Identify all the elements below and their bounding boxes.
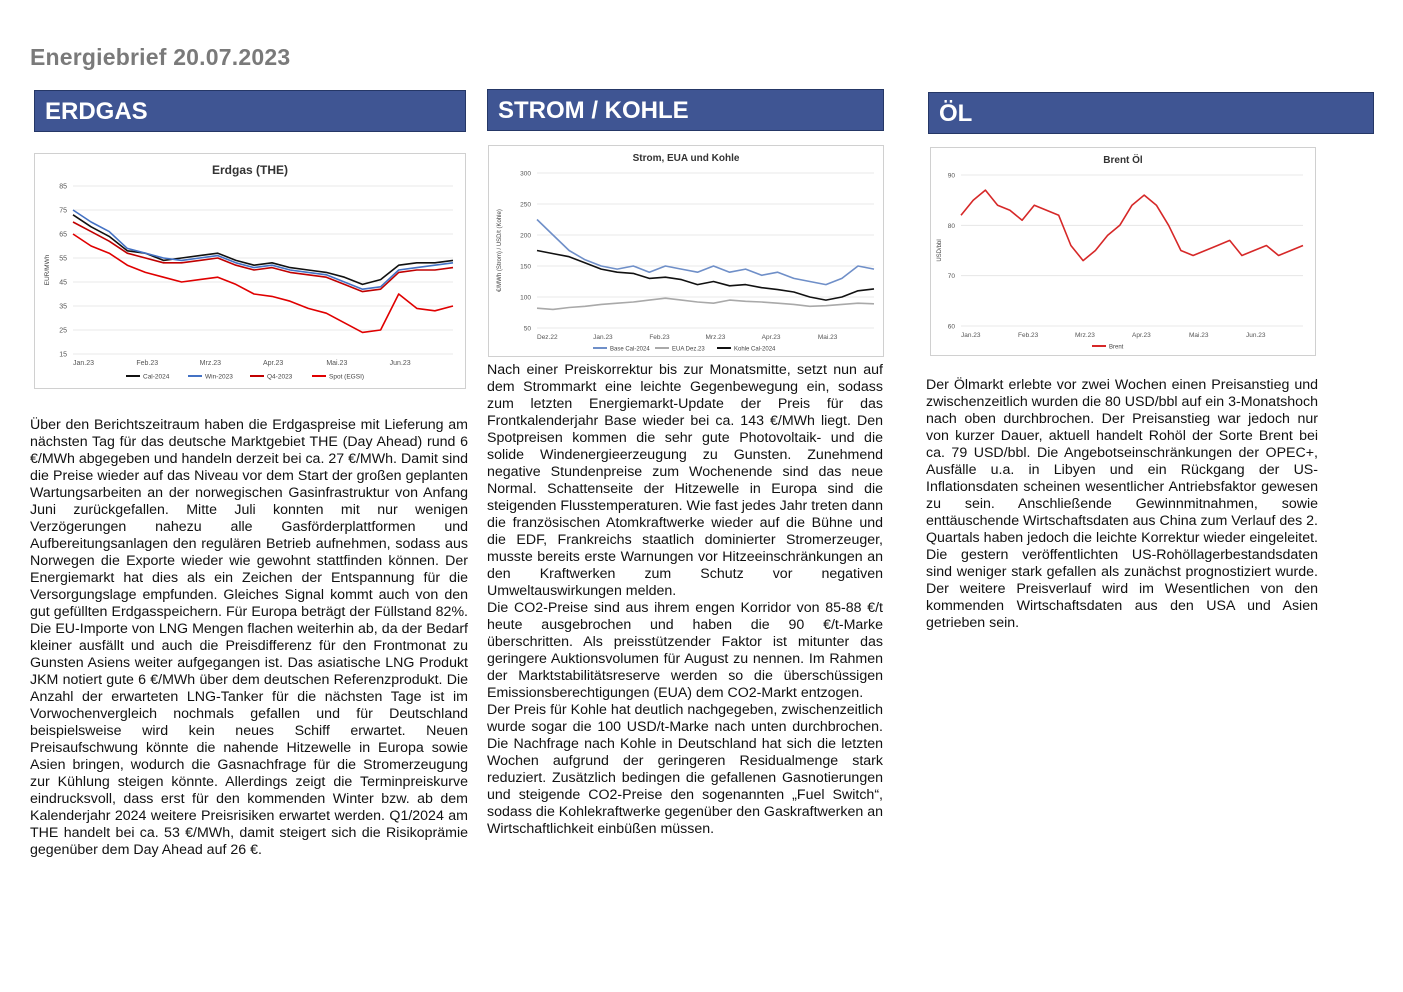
strom-paragraph-2: Die CO2-Preise sind aus ihrem engen Korridor von 85-88 €/t heute ausgebrochen und haben die 90 €/t-Marke überschritten. Als preisstützender Faktor ist mitunter das geringere Auktionsvolumen für August zu nennen. Im Rahmen der Marktstabilitätsreserve werden so die überschüssigen Emissionsberechtigungen (EUA) dem CO2-Markt entzogen.: [487, 600, 883, 701]
section-heading-strom: STROM / KOHLE: [487, 89, 884, 131]
y-tick-label: 35: [59, 303, 67, 311]
legend-label: Base Cal-2024: [610, 346, 650, 353]
x-tick-label: Apr.23: [1132, 332, 1151, 339]
x-tick-label: Mai.23: [1189, 332, 1209, 339]
y-tick-label: 250: [520, 201, 531, 209]
strom-chart-svg: [489, 146, 883, 356]
oel-text: [926, 377, 1318, 632]
chart-erdgas: [34, 153, 466, 389]
y-tick-label: 65: [59, 231, 67, 239]
x-tick-label: Mai.23: [326, 360, 348, 367]
erdgas-chart-svg: [35, 154, 465, 388]
y-tick-label: 200: [520, 232, 531, 240]
y-tick-label: 50: [523, 325, 531, 333]
y-tick-label: 15: [59, 351, 67, 359]
x-tick-label: Apr.23: [263, 360, 284, 367]
y-tick-label: 80: [947, 222, 955, 230]
legend-label: Win-2023: [205, 373, 233, 381]
section-heading-oel: ÖL: [928, 92, 1374, 134]
chart-title: Strom, EUA und Kohle: [632, 153, 740, 164]
erdgas-text: [30, 417, 468, 859]
y-tick-label: 150: [520, 263, 531, 271]
erdgas-paragraph-1: Über den Berichtszeitraum haben die Erdgaspreise mit Lieferung am nächsten Tag für das deutsche Marktgebiet THE (Day Ahead) rund 6 €/MWh abgegeben und handeln derzeit bei ca. 27 €/MWh. Damit sind die Preise wieder auf das Niveau vor dem Start der großen geplanten Wartungsarbeiten an der norwegischen Gasinfrastruktur von Anfang Juni zurückgefallen. Mitte Juli konnten mit nur wenigen Verzögerungen nahezu alle Gasförderplattformen und Aufbereitungsanlagen den regulären Betrieb aufnehmen, sodass aus Norwegen die Exporte wieder wie gewohnt stattfinden können. Der Energiemarkt hat dies als ein Zeichen der Entspannung für die Versorgungslage empfunden. Gleiches Signal kommt auch von den gut gefüllten Erdgasspeichern. Für Europa beträgt der Füllstand 82%. Die EU-Importe von LNG Mengen flachen weiterhin ab, da der Bedarf kleiner ausfällt und auch die Preisdifferenz für den Frontmonat zu Gunsten Asiens weiter aufgegangen ist. Das asiatische LNG Produkt JKM notiert gute 6 €/MWh über dem deutschen Referenzprodukt. Die Anzahl der erwarteten LNG-Tanker für die nächsten Tage ist im Vorwochenvergleich nochmals gefallen und für Deutschland beispielsweise wird kein neues Schiff erwartet. Neuen Preisaufschwung könnte die nahende Hitzewelle in Europa sowie Asien bringen, wodurch die Gasnachfrage für die Stromerzeugung zur Kühlung steigen könnte. Allerdings zeigt die Terminpreiskurve eindrucksvoll, dass erst für den kommenden Winter bzw. ab dem Kalenderjahr 2024 weitere Preisrisiken erwartet werden. Q1/2024 am THE handelt bei ca. 53 €/MWh, damit steigert sich die Risikoprämie gegenüber dem Day Ahead auf 26 €.: [30, 417, 468, 858]
y-tick-label: 90: [947, 172, 955, 180]
x-tick-label: Apr.23: [761, 334, 781, 341]
section-heading-erdgas: ERDGAS: [34, 90, 466, 132]
x-tick-label: Jun.23: [1246, 332, 1266, 339]
chart-oel: [930, 147, 1316, 356]
oel-paragraph-1: Der Ölmarkt erlebte vor zwei Wochen einen Preisanstieg und zwischenzeitlich wurden die 80 USD/bbl auf ein 3-Monatshoch nach oben durchbrochen. Der Preisanstieg war jedoch nur von kurzer Dauer, aktuell handelt Rohöl der Sorte Brent bei ca. 79 USD/bbl. Die Angebotseinschränkungen der OPEC+, Ausfälle u.a. in Libyen und ein Rückgang der US-Inflationsdaten scheinen wesentlicher Antriebsfaktor gewesen zu sein. Anschließende Gewinnmitnahmen, sowie enttäuschende Wirtschaftsdaten aus China zum Verlauf des 2. Quartals haben jedoch die leichte Korrektur wieder eingeleitet. Die gestern veröffentlichten US-Rohöllagerbestandsdaten sind weniger stark gefallen als zunächst prognostiziert wurde. Der weitere Preisverlauf wird im Wesentlichen von den kommenden Wirtschaftsdaten aus den USA und Asien getrieben sein.: [926, 377, 1318, 631]
legend-label: Q4-2023: [267, 373, 293, 381]
x-tick-label: Feb.23: [649, 334, 670, 341]
x-tick-label: Jan.23: [961, 332, 981, 339]
legend-label: Kohle Cal-2024: [734, 346, 776, 353]
y-tick-label: 25: [59, 327, 67, 335]
x-tick-label: Feb.23: [136, 360, 159, 367]
chart-title: Brent Öl: [1103, 155, 1143, 166]
x-tick-label: Jun.23: [389, 360, 411, 367]
y-tick-label: 300: [520, 170, 531, 178]
oel-chart-svg: [931, 148, 1315, 355]
series-line: [73, 210, 453, 289]
x-tick-label: Jan.23: [73, 360, 95, 367]
legend-label: Cal-2024: [143, 373, 170, 381]
series-line: [537, 251, 874, 301]
x-tick-label: Feb.23: [1018, 332, 1039, 339]
y-axis-label: EUR/MWh: [44, 254, 51, 286]
y-axis-label: USD/bbl: [937, 239, 943, 262]
y-tick-label: 85: [59, 183, 67, 191]
x-tick-label: Mai.23: [817, 334, 838, 341]
strom-text: [487, 362, 883, 838]
y-axis-label: €/MWh (Strom) / USD/t (Kohle): [497, 209, 503, 292]
legend-label: Spot (EGSI): [329, 373, 365, 381]
x-tick-label: Mrz.23: [199, 360, 222, 367]
strom-paragraph-1: Nach einer Preiskorrektur bis zur Monatsmitte, setzt nun auf dem Strommarkt eine leichte Gegenbewegung ein, sodass zum letzten Energiemarkt-Update der Preis für das Frontkalenderjahr Base wieder bei ca. 143 €/MWh liegt. Den Spotpreisen kommen die sehr gute Photovoltaik- und die solide Windenergieerzeugung zu Gunsten. Zunehmend negative Stundenpreise zum Wochenende sind das neue Normal. Schattenseite der Hitzewelle in Europa sind die steigenden Flusstemperaturen. Wie fast jedes Jahr treten dann die französischen Atomkraftwerke wieder auf die Bühne und die EDF, Frankreichs staatlich dominierter Stromerzeuger, musste bereits erste Warnungen vor Hitzeeinschränkungen an den Kraftwerken zum Schutz vor negativen Umweltauswirkungen melden.: [487, 362, 883, 599]
y-tick-label: 100: [520, 294, 531, 302]
y-tick-label: 60: [947, 323, 955, 331]
y-tick-label: 55: [59, 255, 67, 263]
series-line: [537, 220, 874, 285]
legend-label: Brent: [1109, 344, 1124, 351]
x-tick-label: Dez.22: [537, 334, 558, 341]
y-tick-label: 70: [947, 273, 955, 281]
x-tick-label: Jan.23: [593, 334, 613, 341]
legend-label: EUA Dez.23: [672, 346, 705, 353]
y-tick-label: 45: [59, 279, 67, 287]
strom-paragraph-3: Der Preis für Kohle hat deutlich nachgegeben, zwischenzeitlich wurde sogar die 100 USD/t-Marke nach unten durchbrochen. Die Nachfrage nach Kohle in Deutschland hat sich die letzten Wochen aufgrund der geringeren Residualmenge stark reduziert. Zusätzlich bedingen die gefallenen Gasnotierungen und steigende CO2-Preise den sogenannten „Fuel Switch“, sodass die Kohlekraftwerke gegenüber den Gaskraftwerken an Wirtschaftlichkeit einbüßen müssen.: [487, 702, 883, 837]
chart-title: Erdgas (THE): [211, 163, 289, 177]
x-tick-label: Mrz.23: [705, 334, 726, 341]
series-line: [73, 222, 453, 292]
y-tick-label: 75: [59, 207, 67, 215]
chart-strom: [488, 145, 884, 357]
x-tick-label: Mrz.23: [1075, 332, 1095, 339]
document-title: Energiebrief 20.07.2023: [30, 44, 291, 70]
